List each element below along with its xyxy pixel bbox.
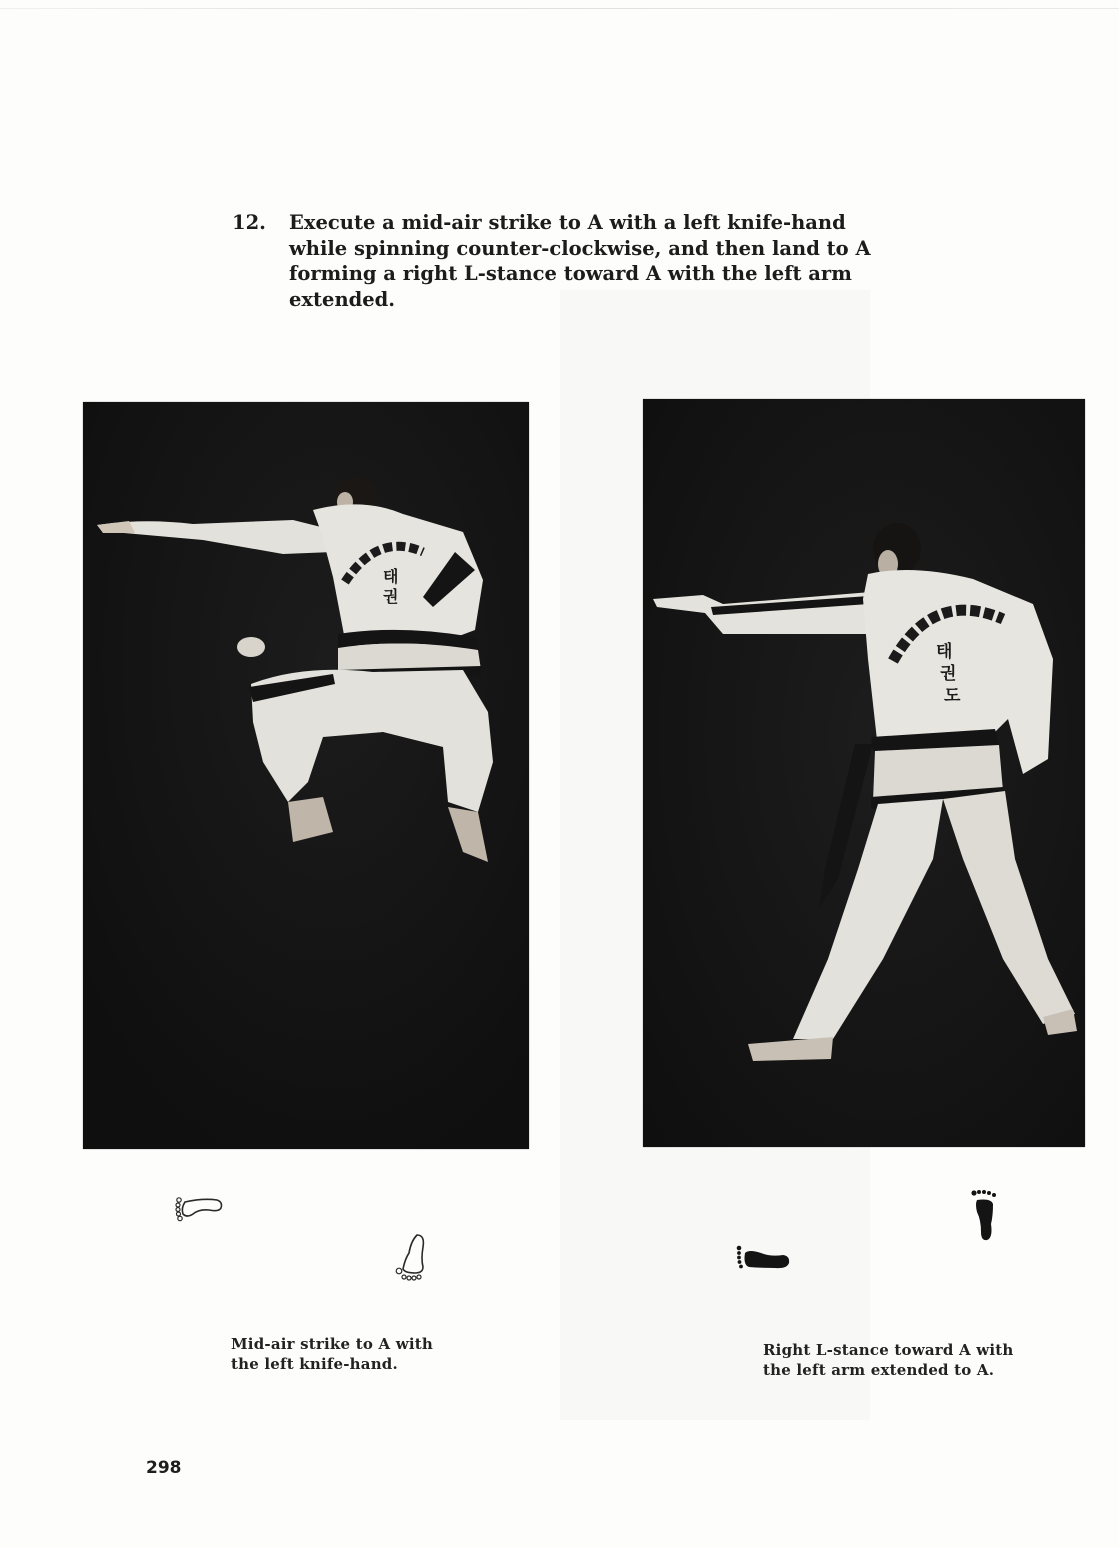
- filled-footprint-icon: [735, 1243, 791, 1273]
- caption-l-stance: [763, 1341, 1013, 1380]
- scan-edge-line: [0, 8, 1119, 9]
- photo-l-stance: [643, 399, 1085, 1147]
- filled-footprint-icon: [969, 1188, 999, 1244]
- caption-line: the left arm extended to A.: [763, 1360, 995, 1379]
- svg-text:도: 도: [944, 686, 961, 706]
- step-text: Execute a mid-air strike to A with a left knife-hand while spinning counter-clockwise, and then land to A forming a right L-stance toward A with the left arm extended.: [289, 211, 871, 311]
- caption-line: Right L-stance toward A with: [763, 1341, 1014, 1359]
- step-instruction: [232, 210, 892, 312]
- svg-text:태: 태: [383, 567, 399, 586]
- photo-mid-air-strike: [83, 402, 529, 1149]
- svg-text:태: 태: [936, 642, 953, 662]
- caption-line: the left knife-hand.: [231, 1354, 398, 1373]
- caption-line: Mid-air strike to A with: [231, 1335, 433, 1353]
- jumping-figure-illustration: [83, 402, 529, 1149]
- caption-mid-air-strike: [231, 1335, 433, 1374]
- step-number: 12.: [232, 211, 266, 234]
- standing-figure-illustration: [643, 399, 1085, 1147]
- outline-footprint-icon: [173, 1194, 225, 1222]
- page-number: 298: [146, 1458, 182, 1478]
- outline-footprint-icon: [391, 1231, 429, 1283]
- svg-text:권: 권: [383, 587, 399, 606]
- svg-text:권: 권: [940, 664, 957, 684]
